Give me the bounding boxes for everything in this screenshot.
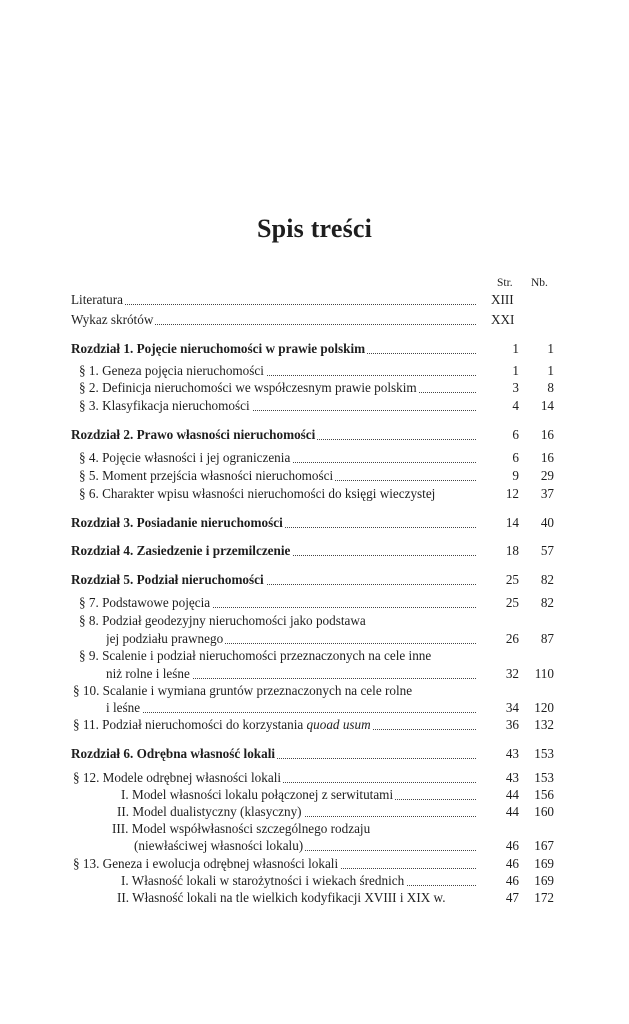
toc-entry-row [0, 716, 629, 733]
toc-entry-row [0, 594, 629, 611]
toc-margin-number: 57 [540, 543, 554, 558]
toc-margin-number: 167 [534, 838, 554, 853]
toc-margin-number: 153 [534, 770, 554, 785]
toc-entry-row [0, 467, 629, 484]
toc-page-number: 9 [512, 468, 519, 483]
toc-entry-row [0, 803, 629, 820]
toc-entry-label: § 13. Geneza i ewolucja odrębnej własności lokali [73, 856, 339, 871]
toc-margin-number: 8 [547, 380, 554, 395]
toc-page-number: XIII [491, 292, 514, 307]
toc-entry-label: § 4. Pojęcie własności i jej ograniczenia [79, 450, 291, 465]
toc-entry-label: Rozdział 4. Zasiedzenie i przemilczenie [71, 543, 291, 558]
toc-chapter-row [0, 571, 629, 588]
toc-page-number: 14 [505, 515, 519, 530]
toc-chapter-row [0, 514, 629, 531]
toc-entry-row [0, 665, 629, 682]
toc-page-number: 25 [505, 572, 519, 587]
toc-page-number: XXI [491, 312, 515, 327]
toc-margin-number: 40 [540, 515, 554, 530]
toc-entry-row [0, 786, 629, 803]
toc-entry-label: § 6. Charakter wpisu własności nieruchomości do księgi wieczystej [79, 486, 436, 501]
toc-entry-italic: quoad usum [306, 717, 371, 732]
toc-margin-number: 153 [534, 746, 554, 761]
toc-entry-row [0, 647, 629, 664]
toc-page-number: 44 [505, 804, 519, 819]
toc-entry-label: Wykaz skrótów [71, 312, 154, 327]
toc-entry-label: II. Model dualistyczny (klasyczny) [117, 804, 302, 819]
toc-entry-text [73, 682, 476, 699]
toc-entry-text [117, 803, 476, 820]
toc-margin-number: 120 [534, 700, 554, 715]
toc-margin-number: 37 [540, 486, 554, 501]
toc-page-number: 43 [505, 770, 519, 785]
toc-entry-row [0, 872, 629, 889]
toc-entry-text [79, 594, 476, 611]
toc-entry-label: Literatura [71, 292, 123, 307]
toc-entry-text [79, 485, 476, 502]
toc-entry-label: § 8. Podział geodezyjny nieruchomości jako podstawa [79, 613, 366, 628]
toc-page-number: 18 [505, 543, 519, 558]
toc-entry-text [79, 362, 476, 379]
toc-entry-label: Rozdział 6. Odrębna własność lokali [71, 746, 276, 761]
toc-entry-label: § 1. Geneza pojęcia nieruchomości [79, 363, 264, 378]
toc-entry-text [121, 786, 476, 803]
toc-entry-text [79, 647, 476, 664]
toc-margin-number: 29 [540, 468, 554, 483]
toc-entry-row [0, 311, 629, 328]
toc-page-number: 32 [505, 666, 519, 681]
toc-entry-row [0, 362, 629, 379]
page-title: Spis treści [256, 214, 373, 243]
toc-page-number: 25 [505, 595, 519, 610]
toc-entry-text [106, 630, 476, 647]
toc-margin-number: 14 [540, 398, 554, 413]
toc-margin-number: 82 [540, 572, 554, 587]
column-header-nb: Nb. [531, 277, 548, 289]
toc-entry-label: § 5. Moment przejścia własności nieruchomości [79, 468, 334, 483]
toc-entry-label: § 11. Podział nieruchomości do korzystania quoad usum [73, 717, 371, 732]
toc-margin-number: 87 [540, 631, 554, 646]
toc-entry-label: III. Model współwłasności szczególnego rodzaju [112, 821, 371, 836]
toc-entry-label: § 3. Klasyfikacja nieruchomości [79, 398, 250, 413]
toc-margin-number: 16 [540, 427, 554, 442]
toc-entry-label: § 12. Modele odrębnej własności lokali [73, 770, 282, 785]
toc-page-number: 34 [505, 700, 519, 715]
toc-page-number: 6 [512, 450, 519, 465]
toc-entry-label: Rozdział 5. Podział nieruchomości [71, 572, 264, 587]
toc-page-number: 43 [505, 746, 519, 761]
toc-page-number: 26 [505, 631, 519, 646]
toc-entry-text [79, 612, 476, 629]
toc-entry-label: II. Własność lokali na tle wielkich kodyfikacji XVIII i XIX w. [117, 890, 446, 905]
toc-entry-text [79, 379, 476, 396]
toc-entry-row [0, 699, 629, 716]
toc-entry-row [0, 397, 629, 414]
toc-entry-label: I. Własność lokali w starożytności i wiekach średnich [121, 873, 405, 888]
toc-entry-text [134, 837, 476, 854]
toc-entry-label: I. Model własności lokalu połączonej z serwitutami [121, 787, 394, 802]
toc-entry-text [106, 699, 476, 716]
toc-entry-label: § 9. Scalenie i podział nieruchomości przeznaczonych na cele inne [79, 648, 432, 663]
toc-entry-label: § 2. Definicja nieruchomości we współczesnym prawie polskim [79, 380, 417, 395]
toc-entry-row [0, 855, 629, 872]
toc-entry-label: § 7. Podstawowe pojęcia [79, 595, 211, 610]
toc-page-number: 1 [512, 363, 519, 378]
column-header-str: Str. [497, 277, 513, 289]
toc-entry-text [71, 571, 476, 588]
toc-entry-label: § 10. Scalanie i wymiana gruntów przeznaczonych na cele rolne [73, 683, 413, 698]
toc-entry-label: (niewłaściwej własności lokalu) [134, 838, 304, 853]
toc-entry-text [79, 449, 476, 466]
toc-entry-text [71, 311, 476, 328]
toc-entry-label: niż rolne i leśne [106, 666, 190, 681]
toc-entry-text [73, 769, 476, 786]
toc-entry-text [71, 514, 476, 531]
leader-dots [106, 712, 476, 713]
toc-entry-label: jej podziału prawnego [106, 631, 224, 646]
toc-margin-number: 169 [534, 856, 554, 871]
toc-chapter-row [0, 542, 629, 559]
toc-entry-row [0, 449, 629, 466]
toc-entry-row [0, 485, 629, 502]
toc-entry-text [71, 426, 476, 443]
toc-margin-number: 110 [534, 666, 554, 681]
toc-margin-number: 1 [547, 363, 554, 378]
toc-chapter-row [0, 426, 629, 443]
toc-entry-text [71, 291, 476, 308]
toc-entry-text [71, 340, 476, 357]
toc-page-number: 46 [505, 873, 519, 888]
toc-page-number: 44 [505, 787, 519, 802]
toc-entry-text [71, 542, 476, 559]
toc-entry-text [121, 872, 476, 889]
toc-margin-number: 16 [540, 450, 554, 465]
toc-page-number: 12 [505, 486, 519, 501]
toc-entry-text [71, 745, 476, 762]
toc-entry-row [0, 769, 629, 786]
toc-page-number: 46 [505, 838, 519, 853]
toc-page-number: 36 [505, 717, 519, 732]
toc-margin-number: 156 [534, 787, 554, 802]
toc-page-number: 6 [512, 427, 519, 442]
toc-chapter-row [0, 340, 629, 357]
toc-margin-number: 160 [534, 804, 554, 819]
toc-margin-number: 1 [547, 341, 554, 356]
toc-entry-label: Rozdział 1. Pojęcie nieruchomości w prawie polskim [71, 341, 366, 356]
toc-entry-row [0, 837, 629, 854]
toc-margin-number: 172 [534, 890, 554, 905]
toc-entry-row [0, 630, 629, 647]
toc-page-number: 4 [512, 398, 519, 413]
toc-entry-row [0, 379, 629, 396]
toc-entry-label: i leśne [106, 700, 141, 715]
toc-entry-text [73, 855, 476, 872]
toc-entry-text [79, 397, 476, 414]
toc-entry-row [0, 820, 629, 837]
toc-margin-number: 169 [534, 873, 554, 888]
toc-margin-number: 82 [540, 595, 554, 610]
toc-page-number: 47 [505, 890, 519, 905]
toc-margin-number: 132 [534, 717, 554, 732]
toc-entry-row [0, 612, 629, 629]
toc-entry-text [112, 820, 476, 837]
toc-entry-text [73, 716, 476, 733]
toc-page-number: 46 [505, 856, 519, 871]
toc-entry-label: Rozdział 2. Prawo własności nieruchomości [71, 427, 316, 442]
toc-entry-text [79, 467, 476, 484]
toc-page-number: 1 [512, 341, 519, 356]
toc-entry-label: Rozdział 3. Posiadanie nieruchomości [71, 515, 283, 530]
leader-dots [71, 304, 476, 305]
toc-chapter-row [0, 745, 629, 762]
toc-entry-text [117, 889, 490, 906]
toc-entry-row [0, 291, 629, 308]
toc-entry-row [0, 682, 629, 699]
toc-entry-row [0, 889, 629, 906]
toc-page-number: 3 [512, 380, 519, 395]
toc-entry-text [106, 665, 476, 682]
